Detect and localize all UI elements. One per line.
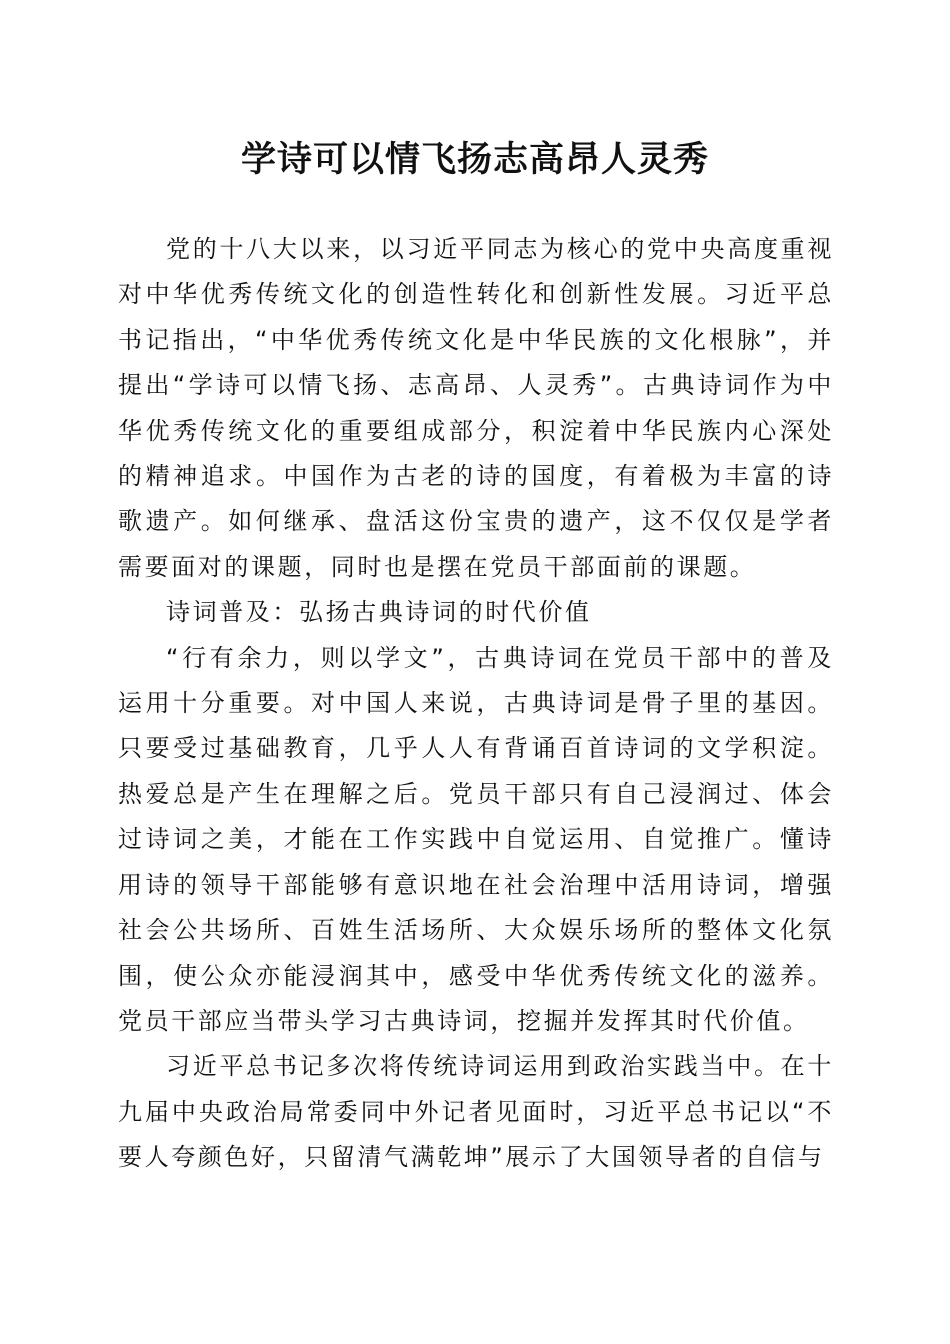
paragraph-popularization: “行有余力，则以学文”，古典诗词在党员干部中的普及运用十分重要。对中国人来说，古典诗词是骨子里的基因。只要受过基础教育，几乎人人有背诵百首诗词的文学积淀。热爱总是产生在理解之后。党员干部只有自己浸润过、体会过诗词之美，才能在工作实践中自觉运用、自觉推广。懂诗用诗的领导干部能够有意识地在社会治理中活用诗词，增强社会公共场所、百姓生活场所、大众娱乐场所的整体文化氛围，使公众亦能浸润其中，感受中华优秀传统文化的滋养。党员干部应当带头学习古典诗词，挖掘并发挥其时代价值。 [118, 643, 834, 1035]
document-title: 学诗可以情飞扬志高昂人灵秀 [240, 139, 709, 180]
section-heading: 诗词普及：弘扬古典诗词的时代价值 [166, 598, 592, 627]
document-body [118, 227, 834, 1181]
paragraph-practice: 习近平总书记多次将传统诗词运用到政治实践当中。在十九届中央政治局常委同中外记者见面时，习近平总书记以“不要人夸颜色好，只留清气满乾坤”展示了大国领导者的自信与 [118, 1052, 834, 1172]
paragraph-intro: 党的十八大以来，以习近平同志为核心的党中央高度重视对中华优秀传统文化的创造性转化和创新性发展。习近平总书记指出，“中华优秀传统文化是中华民族的文化根脉”，并提出“学诗可以情飞扬、志高昂、人灵秀”。古典诗词作为中华优秀传统文化的重要组成部分，积淀着中华民族内心深处的精神追求。中国作为古老的诗的国度，有着极为丰富的诗歌遗产。如何继承、盘活这份宝贵的遗产，这不仅仅是学者需要面对的课题，同时也是摆在党员干部面前的课题。 [118, 235, 834, 581]
